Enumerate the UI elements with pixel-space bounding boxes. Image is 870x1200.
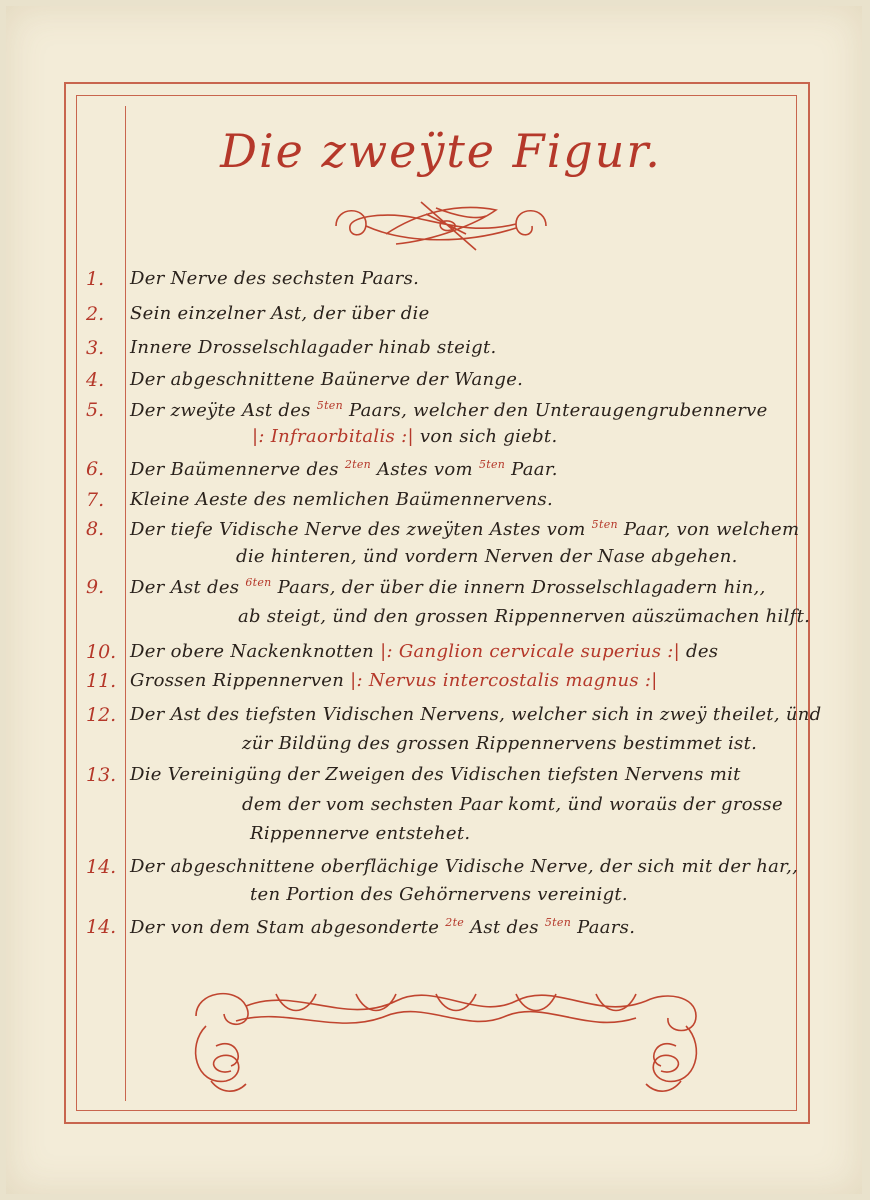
entry-text: Der zweÿte Ast des $^{5ten}$ Paars, welcher den Unteraugengrubennerve: [130, 399, 768, 421]
entry-text: Innere Drosselschlagader hinab steigt.: [130, 337, 497, 358]
entry-text-continued: Rippennerve entstehet.: [250, 823, 471, 844]
entry-number: 14.: [86, 856, 117, 878]
entry-text: Sein einzelner Ast, der über die: [130, 303, 430, 324]
entry-text: Der abgeschnittene Baünerve der Wange.: [130, 369, 524, 390]
entry-text: Der von dem Stam abgesonderte $^{2te}$ Ast des $^{5ten}$ Paars.: [130, 916, 636, 938]
entry-number: 11.: [86, 670, 117, 692]
entry-number: 4.: [86, 369, 105, 391]
manuscript-page: [6, 6, 862, 1194]
entry-number: 12.: [86, 704, 117, 726]
entry-text: Der Ast des tiefsten Vidischen Nervens, welcher sich in zweÿ theilet, ünd: [130, 704, 822, 725]
entry-text: Der tiefe Vidische Nerve des zweÿten Astes vom $^{5ten}$ Paar, von welchem: [130, 518, 800, 540]
entry-number: 9.: [86, 576, 105, 598]
entry-text: Die Vereinigüng der Zweigen des Vidischen tiefsten Nervens mit: [130, 764, 741, 785]
entry-text-continued: ten Portion des Gehörnervens vereinigt.: [250, 884, 628, 905]
entry-number: 10.: [86, 641, 117, 663]
entry-number: 1.: [86, 268, 105, 290]
entry-text: Grossen Rippennerven |: Nervus intercostalis magnus :|: [130, 670, 658, 691]
entry-text: Der obere Nackenknotten |: Ganglion cervicale superius :| des: [130, 641, 719, 662]
page-title: Die zweÿte Figur.: [220, 124, 662, 178]
top-flourish-ornament: [326, 194, 556, 259]
entry-number: 8.: [86, 518, 105, 540]
entry-number: 3.: [86, 337, 105, 359]
entry-text-continued: dem der vom sechsten Paar komt, ünd woraüs der grosse: [242, 794, 783, 815]
entry-text: Kleine Aeste des nemlichen Baümennervens.: [130, 489, 554, 510]
entry-number: 6.: [86, 458, 105, 480]
entry-number: 5.: [86, 399, 105, 421]
entry-text: Der abgeschnittene oberflächige Vidische Nerve, der sich mit der har,,: [130, 856, 799, 877]
entry-text-continued: die hinteren, ünd vordern Nerven der Nase abgehen.: [236, 546, 738, 567]
entry-text-continued: |: Infraorbitalis :| von sich giebt.: [252, 426, 558, 447]
margin-rule: [125, 106, 126, 1101]
bottom-flourish-ornament: [176, 976, 716, 1101]
entry-text: Der Ast des $^{6ten}$ Paars, der über die innern Drosselschlagadern hin,,: [130, 576, 766, 598]
entry-text: Der Baümennerve des $^{2ten}$ Astes vom $^{5ten}$ Paar.: [130, 458, 558, 480]
entry-number: 13.: [86, 764, 117, 786]
entry-text: Der Nerve des sechsten Paars.: [130, 268, 420, 289]
entry-text-continued: ab steigt, ünd den grossen Rippennerven aüszümachen hilft.: [238, 606, 811, 627]
entry-number: 7.: [86, 489, 105, 511]
entry-number: 14.: [86, 916, 117, 938]
entry-text-continued: zür Bildüng des grossen Rippennervens bestimmet ist.: [242, 733, 758, 754]
entry-number: 2.: [86, 303, 105, 325]
